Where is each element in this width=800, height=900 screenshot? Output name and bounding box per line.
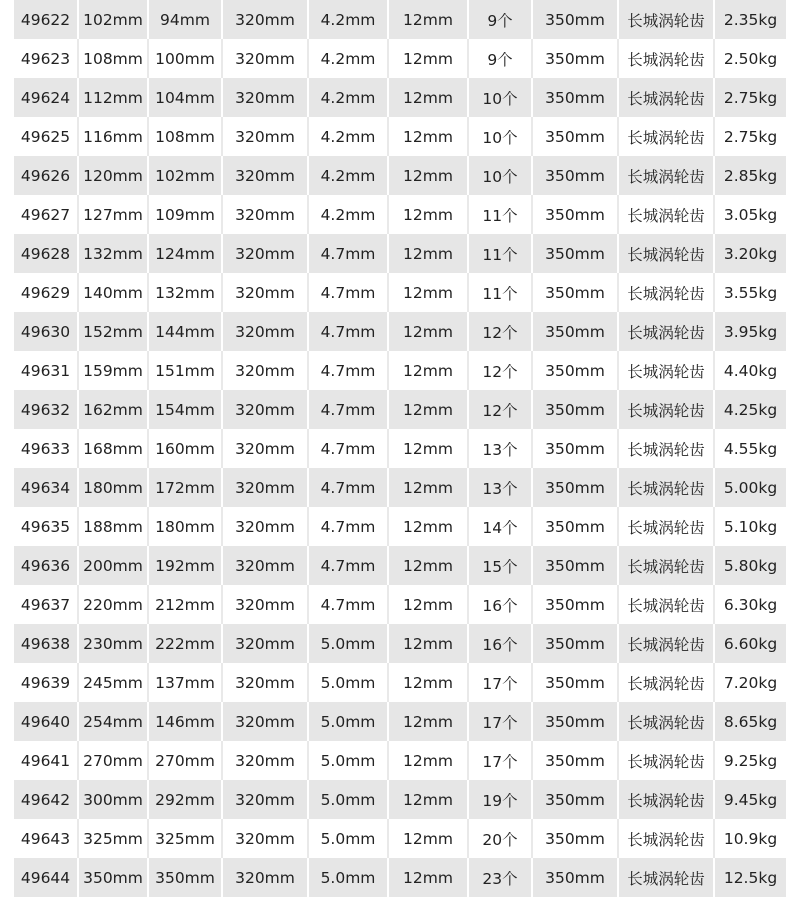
tooth-type-cell: 长城涡轮齿 — [618, 117, 714, 156]
weight-cell: 3.05kg — [714, 195, 786, 234]
teeth-count-cell: 10个 — [468, 78, 532, 117]
weight-cell: 5.10kg — [714, 507, 786, 546]
thickness-cell: 4.7mm — [308, 390, 388, 429]
outer-diameter-cell: 245mm — [78, 663, 148, 702]
depth-cell: 12mm — [388, 351, 468, 390]
depth-cell: 12mm — [388, 702, 468, 741]
teeth-count-cell: 19个 — [468, 780, 532, 819]
model-cell: 49640 — [14, 702, 78, 741]
length-cell: 320mm — [222, 234, 308, 273]
teeth-count-cell: 9个 — [468, 39, 532, 78]
table-row — [14, 741, 786, 780]
model-cell: 49624 — [14, 78, 78, 117]
table-row — [14, 78, 786, 117]
total-length-cell: 350mm — [532, 234, 618, 273]
length-cell: 320mm — [222, 390, 308, 429]
outer-diameter-cell: 127mm — [78, 195, 148, 234]
model-cell: 49644 — [14, 858, 78, 897]
table-row — [14, 195, 786, 234]
length-cell: 320mm — [222, 78, 308, 117]
outer-diameter-cell: 188mm — [78, 507, 148, 546]
table-row — [14, 585, 786, 624]
length-cell: 320mm — [222, 468, 308, 507]
table-row — [14, 546, 786, 585]
model-cell: 49635 — [14, 507, 78, 546]
model-cell: 49634 — [14, 468, 78, 507]
thickness-cell: 4.7mm — [308, 351, 388, 390]
spec-table — [14, 0, 786, 897]
inner-diameter-cell: 270mm — [148, 741, 222, 780]
thickness-cell: 5.0mm — [308, 702, 388, 741]
weight-cell: 6.30kg — [714, 585, 786, 624]
thickness-cell: 5.0mm — [308, 741, 388, 780]
depth-cell: 12mm — [388, 429, 468, 468]
inner-diameter-cell: 104mm — [148, 78, 222, 117]
length-cell: 320mm — [222, 117, 308, 156]
model-cell: 49627 — [14, 195, 78, 234]
depth-cell: 12mm — [388, 468, 468, 507]
tooth-type-cell: 长城涡轮齿 — [618, 312, 714, 351]
model-cell: 49629 — [14, 273, 78, 312]
teeth-count-cell: 17个 — [468, 741, 532, 780]
depth-cell: 12mm — [388, 0, 468, 39]
outer-diameter-cell: 112mm — [78, 78, 148, 117]
thickness-cell: 4.7mm — [308, 507, 388, 546]
weight-cell: 4.25kg — [714, 390, 786, 429]
depth-cell: 12mm — [388, 312, 468, 351]
table-row — [14, 780, 786, 819]
weight-cell: 9.45kg — [714, 780, 786, 819]
tooth-type-cell: 长城涡轮齿 — [618, 546, 714, 585]
weight-cell: 2.75kg — [714, 117, 786, 156]
thickness-cell: 4.2mm — [308, 117, 388, 156]
teeth-count-cell: 10个 — [468, 156, 532, 195]
thickness-cell: 5.0mm — [308, 780, 388, 819]
depth-cell: 12mm — [388, 156, 468, 195]
depth-cell: 12mm — [388, 741, 468, 780]
total-length-cell: 350mm — [532, 195, 618, 234]
outer-diameter-cell: 220mm — [78, 585, 148, 624]
thickness-cell: 5.0mm — [308, 858, 388, 897]
outer-diameter-cell: 159mm — [78, 351, 148, 390]
outer-diameter-cell: 254mm — [78, 702, 148, 741]
teeth-count-cell: 11个 — [468, 195, 532, 234]
depth-cell: 12mm — [388, 546, 468, 585]
table-row — [14, 507, 786, 546]
depth-cell: 12mm — [388, 117, 468, 156]
total-length-cell: 350mm — [532, 351, 618, 390]
total-length-cell: 350mm — [532, 78, 618, 117]
weight-cell: 10.9kg — [714, 819, 786, 858]
model-cell: 49622 — [14, 0, 78, 39]
length-cell: 320mm — [222, 39, 308, 78]
depth-cell: 12mm — [388, 624, 468, 663]
length-cell: 320mm — [222, 312, 308, 351]
inner-diameter-cell: 132mm — [148, 273, 222, 312]
total-length-cell: 350mm — [532, 546, 618, 585]
outer-diameter-cell: 108mm — [78, 39, 148, 78]
inner-diameter-cell: 292mm — [148, 780, 222, 819]
weight-cell: 7.20kg — [714, 663, 786, 702]
depth-cell: 12mm — [388, 78, 468, 117]
thickness-cell: 4.7mm — [308, 546, 388, 585]
inner-diameter-cell: 146mm — [148, 702, 222, 741]
depth-cell: 12mm — [388, 780, 468, 819]
outer-diameter-cell: 270mm — [78, 741, 148, 780]
table-row — [14, 351, 786, 390]
table-row — [14, 273, 786, 312]
tooth-type-cell: 长城涡轮齿 — [618, 390, 714, 429]
length-cell: 320mm — [222, 429, 308, 468]
thickness-cell: 5.0mm — [308, 663, 388, 702]
weight-cell: 3.20kg — [714, 234, 786, 273]
weight-cell: 2.50kg — [714, 39, 786, 78]
total-length-cell: 350mm — [532, 468, 618, 507]
depth-cell: 12mm — [388, 234, 468, 273]
teeth-count-cell: 11个 — [468, 234, 532, 273]
length-cell: 320mm — [222, 741, 308, 780]
teeth-count-cell: 12个 — [468, 312, 532, 351]
model-cell: 49641 — [14, 741, 78, 780]
depth-cell: 12mm — [388, 39, 468, 78]
weight-cell: 5.00kg — [714, 468, 786, 507]
tooth-type-cell: 长城涡轮齿 — [618, 0, 714, 39]
tooth-type-cell: 长城涡轮齿 — [618, 156, 714, 195]
thickness-cell: 4.7mm — [308, 273, 388, 312]
tooth-type-cell: 长城涡轮齿 — [618, 273, 714, 312]
tooth-type-cell: 长城涡轮齿 — [618, 429, 714, 468]
total-length-cell: 350mm — [532, 507, 618, 546]
total-length-cell: 350mm — [532, 312, 618, 351]
length-cell: 320mm — [222, 0, 308, 39]
total-length-cell: 350mm — [532, 117, 618, 156]
total-length-cell: 350mm — [532, 702, 618, 741]
model-cell: 49632 — [14, 390, 78, 429]
depth-cell: 12mm — [388, 819, 468, 858]
inner-diameter-cell: 94mm — [148, 0, 222, 39]
length-cell: 320mm — [222, 546, 308, 585]
weight-cell: 9.25kg — [714, 741, 786, 780]
inner-diameter-cell: 144mm — [148, 312, 222, 351]
tooth-type-cell: 长城涡轮齿 — [618, 234, 714, 273]
tooth-type-cell: 长城涡轮齿 — [618, 741, 714, 780]
model-cell: 49625 — [14, 117, 78, 156]
length-cell: 320mm — [222, 663, 308, 702]
thickness-cell: 4.7mm — [308, 429, 388, 468]
length-cell: 320mm — [222, 585, 308, 624]
weight-cell: 2.85kg — [714, 156, 786, 195]
table-row — [14, 819, 786, 858]
thickness-cell: 4.2mm — [308, 39, 388, 78]
tooth-type-cell: 长城涡轮齿 — [618, 195, 714, 234]
model-cell: 49628 — [14, 234, 78, 273]
tooth-type-cell: 长城涡轮齿 — [618, 702, 714, 741]
outer-diameter-cell: 102mm — [78, 0, 148, 39]
total-length-cell: 350mm — [532, 741, 618, 780]
total-length-cell: 350mm — [532, 819, 618, 858]
total-length-cell: 350mm — [532, 156, 618, 195]
teeth-count-cell: 13个 — [468, 468, 532, 507]
thickness-cell: 5.0mm — [308, 819, 388, 858]
outer-diameter-cell: 140mm — [78, 273, 148, 312]
inner-diameter-cell: 212mm — [148, 585, 222, 624]
weight-cell: 5.80kg — [714, 546, 786, 585]
depth-cell: 12mm — [388, 273, 468, 312]
weight-cell: 2.75kg — [714, 78, 786, 117]
tooth-type-cell: 长城涡轮齿 — [618, 624, 714, 663]
weight-cell: 4.40kg — [714, 351, 786, 390]
inner-diameter-cell: 325mm — [148, 819, 222, 858]
table-row — [14, 234, 786, 273]
inner-diameter-cell: 124mm — [148, 234, 222, 273]
thickness-cell: 4.7mm — [308, 234, 388, 273]
inner-diameter-cell: 160mm — [148, 429, 222, 468]
weight-cell: 8.65kg — [714, 702, 786, 741]
table-row — [14, 312, 786, 351]
thickness-cell: 4.7mm — [308, 585, 388, 624]
tooth-type-cell: 长城涡轮齿 — [618, 780, 714, 819]
model-cell: 49638 — [14, 624, 78, 663]
table-row — [14, 858, 786, 897]
length-cell: 320mm — [222, 351, 308, 390]
teeth-count-cell: 15个 — [468, 546, 532, 585]
outer-diameter-cell: 350mm — [78, 858, 148, 897]
inner-diameter-cell: 350mm — [148, 858, 222, 897]
depth-cell: 12mm — [388, 663, 468, 702]
total-length-cell: 350mm — [532, 0, 618, 39]
weight-cell: 2.35kg — [714, 0, 786, 39]
tooth-type-cell: 长城涡轮齿 — [618, 819, 714, 858]
total-length-cell: 350mm — [532, 390, 618, 429]
table-row — [14, 663, 786, 702]
inner-diameter-cell: 109mm — [148, 195, 222, 234]
depth-cell: 12mm — [388, 585, 468, 624]
inner-diameter-cell: 151mm — [148, 351, 222, 390]
total-length-cell: 350mm — [532, 585, 618, 624]
teeth-count-cell: 16个 — [468, 624, 532, 663]
model-cell: 49633 — [14, 429, 78, 468]
inner-diameter-cell: 137mm — [148, 663, 222, 702]
inner-diameter-cell: 192mm — [148, 546, 222, 585]
model-cell: 49636 — [14, 546, 78, 585]
length-cell: 320mm — [222, 819, 308, 858]
inner-diameter-cell: 222mm — [148, 624, 222, 663]
teeth-count-cell: 14个 — [468, 507, 532, 546]
model-cell: 49630 — [14, 312, 78, 351]
table-row — [14, 702, 786, 741]
teeth-count-cell: 16个 — [468, 585, 532, 624]
outer-diameter-cell: 152mm — [78, 312, 148, 351]
total-length-cell: 350mm — [532, 273, 618, 312]
table-row — [14, 39, 786, 78]
table-row — [14, 156, 786, 195]
thickness-cell: 4.7mm — [308, 312, 388, 351]
spec-table-body — [14, 0, 786, 897]
tooth-type-cell: 长城涡轮齿 — [618, 585, 714, 624]
thickness-cell: 4.2mm — [308, 0, 388, 39]
table-row — [14, 390, 786, 429]
inner-diameter-cell: 172mm — [148, 468, 222, 507]
tooth-type-cell: 长城涡轮齿 — [618, 78, 714, 117]
tooth-type-cell: 长城涡轮齿 — [618, 858, 714, 897]
length-cell: 320mm — [222, 273, 308, 312]
teeth-count-cell: 9个 — [468, 0, 532, 39]
thickness-cell: 4.7mm — [308, 468, 388, 507]
total-length-cell: 350mm — [532, 39, 618, 78]
outer-diameter-cell: 168mm — [78, 429, 148, 468]
table-row — [14, 468, 786, 507]
outer-diameter-cell: 132mm — [78, 234, 148, 273]
total-length-cell: 350mm — [532, 429, 618, 468]
thickness-cell: 4.2mm — [308, 156, 388, 195]
teeth-count-cell: 13个 — [468, 429, 532, 468]
table-row — [14, 429, 786, 468]
total-length-cell: 350mm — [532, 858, 618, 897]
total-length-cell: 350mm — [532, 663, 618, 702]
model-cell: 49631 — [14, 351, 78, 390]
weight-cell: 4.55kg — [714, 429, 786, 468]
teeth-count-cell: 17个 — [468, 702, 532, 741]
length-cell: 320mm — [222, 780, 308, 819]
thickness-cell: 4.2mm — [308, 195, 388, 234]
table-row — [14, 117, 786, 156]
table-row — [14, 624, 786, 663]
thickness-cell: 5.0mm — [308, 624, 388, 663]
outer-diameter-cell: 200mm — [78, 546, 148, 585]
teeth-count-cell: 12个 — [468, 390, 532, 429]
teeth-count-cell: 10个 — [468, 117, 532, 156]
total-length-cell: 350mm — [532, 624, 618, 663]
inner-diameter-cell: 100mm — [148, 39, 222, 78]
teeth-count-cell: 20个 — [468, 819, 532, 858]
inner-diameter-cell: 102mm — [148, 156, 222, 195]
weight-cell: 3.95kg — [714, 312, 786, 351]
tooth-type-cell: 长城涡轮齿 — [618, 468, 714, 507]
weight-cell: 3.55kg — [714, 273, 786, 312]
tooth-type-cell: 长城涡轮齿 — [618, 507, 714, 546]
total-length-cell: 350mm — [532, 780, 618, 819]
length-cell: 320mm — [222, 624, 308, 663]
inner-diameter-cell: 180mm — [148, 507, 222, 546]
teeth-count-cell: 23个 — [468, 858, 532, 897]
inner-diameter-cell: 154mm — [148, 390, 222, 429]
outer-diameter-cell: 300mm — [78, 780, 148, 819]
length-cell: 320mm — [222, 507, 308, 546]
outer-diameter-cell: 120mm — [78, 156, 148, 195]
outer-diameter-cell: 116mm — [78, 117, 148, 156]
depth-cell: 12mm — [388, 390, 468, 429]
tooth-type-cell: 长城涡轮齿 — [618, 39, 714, 78]
inner-diameter-cell: 108mm — [148, 117, 222, 156]
weight-cell: 12.5kg — [714, 858, 786, 897]
model-cell: 49623 — [14, 39, 78, 78]
length-cell: 320mm — [222, 195, 308, 234]
model-cell: 49639 — [14, 663, 78, 702]
model-cell: 49626 — [14, 156, 78, 195]
depth-cell: 12mm — [388, 507, 468, 546]
outer-diameter-cell: 180mm — [78, 468, 148, 507]
teeth-count-cell: 12个 — [468, 351, 532, 390]
length-cell: 320mm — [222, 858, 308, 897]
model-cell: 49642 — [14, 780, 78, 819]
outer-diameter-cell: 230mm — [78, 624, 148, 663]
table-row — [14, 0, 786, 39]
model-cell: 49637 — [14, 585, 78, 624]
tooth-type-cell: 长城涡轮齿 — [618, 663, 714, 702]
outer-diameter-cell: 162mm — [78, 390, 148, 429]
length-cell: 320mm — [222, 702, 308, 741]
depth-cell: 12mm — [388, 195, 468, 234]
thickness-cell: 4.2mm — [308, 78, 388, 117]
teeth-count-cell: 17个 — [468, 663, 532, 702]
outer-diameter-cell: 325mm — [78, 819, 148, 858]
model-cell: 49643 — [14, 819, 78, 858]
length-cell: 320mm — [222, 156, 308, 195]
depth-cell: 12mm — [388, 858, 468, 897]
teeth-count-cell: 11个 — [468, 273, 532, 312]
weight-cell: 6.60kg — [714, 624, 786, 663]
tooth-type-cell: 长城涡轮齿 — [618, 351, 714, 390]
